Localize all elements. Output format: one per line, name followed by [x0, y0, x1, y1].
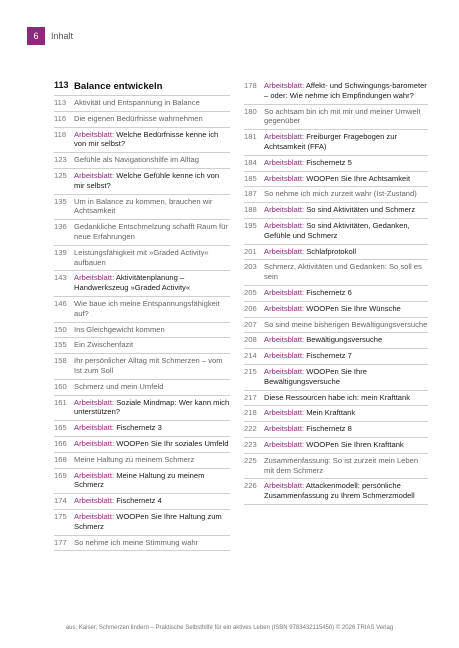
page-number: 6 — [27, 27, 45, 45]
toc-entry-text: So nehme ich mich zurzeit wahr (Ist-Zustand) — [264, 189, 417, 199]
toc-page-number: 136 — [54, 222, 67, 232]
toc-entry-title — [264, 221, 428, 241]
toc-entry[interactable] — [244, 156, 428, 172]
toc-entry-text: Soziale Mindmap: Wer kann mich unterstützen? — [74, 397, 230, 417]
toc-entry[interactable] — [54, 354, 230, 380]
toc-page-number: 175 — [54, 511, 67, 521]
toc-entry[interactable] — [54, 96, 230, 112]
toc-entry-title — [264, 107, 428, 127]
toc-entry[interactable] — [244, 454, 428, 480]
toc-entry-text: Fischernetz 8 — [306, 424, 352, 434]
toc-entry-text: Ins Gleichgewicht kommen — [74, 324, 165, 334]
toc-entry[interactable] — [54, 246, 230, 272]
toc-entry-title — [74, 398, 230, 418]
toc-page-number: 146 — [54, 298, 67, 308]
toc-entry[interactable] — [244, 479, 428, 505]
toc-entry[interactable] — [54, 323, 230, 339]
toc-entry[interactable] — [54, 153, 230, 169]
toc-entry-title — [264, 262, 428, 282]
toc-entry-text: WOOPen Sie Ihre Wünsche — [306, 303, 401, 313]
toc-page-number: 217 — [244, 392, 257, 402]
worksheet-label: Arbeitsblatt: — [74, 273, 115, 283]
toc-entry-title — [264, 304, 428, 314]
toc-entry-text: Meine Haltung zu meinem Schmerz — [74, 470, 205, 490]
toc-entry[interactable] — [244, 105, 428, 131]
worksheet-label: Arbeitsblatt: — [264, 205, 305, 215]
toc-entry-title — [264, 174, 428, 184]
toc-entry[interactable] — [54, 79, 230, 96]
toc-entry-title — [264, 247, 428, 257]
toc-entry[interactable] — [54, 469, 230, 495]
toc-entry-title — [264, 205, 428, 215]
toc-entry-text: So sind Aktivitäten, Gedanken, Gefühle und Schmerz — [264, 220, 410, 240]
worksheet-label: Arbeitsblatt: — [264, 157, 305, 167]
toc-entry-title — [264, 393, 428, 403]
toc-entry-text: So sind meine bisherigen Bewältigungsversuche — [264, 319, 428, 329]
toc-page-number: 214 — [244, 351, 257, 361]
toc-entry-text: Um in Balance zu kommen, brauchen wir Achtsamkeit — [74, 196, 213, 216]
worksheet-label: Arbeitsblatt: — [74, 511, 115, 521]
toc-entry-text: Aktivität und Entspannung in Balance — [74, 98, 200, 107]
worksheet-label: Arbeitsblatt: — [74, 438, 115, 448]
toc-entry-text: Fischernetz 5 — [306, 157, 352, 167]
worksheet-label: Arbeitsblatt: — [264, 351, 305, 361]
worksheet-label: Arbeitsblatt: — [264, 439, 305, 449]
toc-entry-text: WOOPen Sie Ihre Bewältigungsversuche — [264, 366, 368, 386]
toc-page-number: 187 — [244, 189, 257, 199]
toc-entry-title — [264, 424, 428, 434]
toc-entry-text: So nehme ich meine Stimmung wahr — [74, 537, 199, 547]
toc-page-number: 158 — [54, 356, 67, 366]
toc-entry-text: Schmerz, Aktivitäten und Gedanken: So soll es sein — [264, 262, 422, 282]
toc-entry-title — [264, 335, 428, 345]
toc-entry-title — [264, 288, 428, 298]
toc-page-number: 223 — [244, 439, 257, 449]
toc-entry-title — [74, 512, 230, 532]
toc-entry-title — [74, 222, 230, 242]
toc-entry[interactable] — [54, 510, 230, 536]
toc-page-number: 150 — [54, 324, 67, 334]
toc-page-number: 143 — [54, 273, 67, 283]
toc-entry[interactable] — [54, 421, 230, 437]
worksheet-label: Arbeitsblatt: — [264, 246, 305, 256]
toc-page-number: 215 — [244, 366, 257, 376]
toc-entry[interactable] — [244, 172, 428, 188]
toc-entry-title — [74, 382, 230, 392]
toc-entry-text: Ein Zwischenfazit — [74, 340, 134, 350]
toc-page-number: 155 — [54, 340, 67, 350]
toc-entry[interactable] — [54, 396, 230, 422]
toc-entry-text: WOOPen Sie Ihr soziales Umfeld — [116, 438, 229, 448]
toc-page-number: 123 — [54, 155, 67, 165]
toc-entry-text: Balance entwickeln — [74, 81, 163, 92]
toc-page-number: 113 — [54, 80, 69, 90]
toc-page-number: 222 — [244, 424, 257, 434]
toc-entry[interactable] — [54, 380, 230, 396]
toc-entry-title — [74, 114, 230, 124]
toc-entry[interactable] — [54, 169, 230, 195]
toc-entry[interactable] — [54, 271, 230, 297]
toc-entry-title — [264, 189, 428, 199]
toc-entry-title — [74, 299, 230, 319]
toc-entry-title — [74, 248, 230, 268]
toc-entry[interactable] — [244, 318, 428, 334]
toc-entry[interactable] — [244, 365, 428, 391]
toc-page-number: 218 — [244, 408, 257, 418]
toc-right-column — [244, 79, 428, 505]
toc-entry-text: Ihr persönlicher Alltag mit Schmerzen – vom Ist zum Soll — [74, 356, 223, 375]
toc-entry-title — [264, 81, 428, 101]
toc-entry[interactable] — [54, 453, 230, 469]
worksheet-label: Arbeitsblatt: — [264, 366, 305, 376]
toc-entry-text: Fischernetz 6 — [306, 287, 352, 297]
toc-entry-text: WOOPen Sie Ihren Krafttank — [306, 439, 404, 449]
toc-entry-title — [74, 197, 230, 217]
worksheet-label: Arbeitsblatt: — [264, 303, 305, 313]
toc-entry[interactable] — [54, 494, 230, 510]
toc-entry[interactable] — [244, 422, 428, 438]
worksheet-label: Arbeitsblatt: — [264, 408, 305, 418]
toc-entry-title — [74, 340, 230, 350]
toc-entry[interactable] — [54, 128, 230, 154]
toc-entry-title — [74, 538, 230, 548]
toc-entry-title — [264, 351, 428, 361]
toc-entry-title — [264, 440, 428, 450]
toc-entry-text: Bewältigungsversuche — [306, 335, 383, 345]
toc-page-number: 116 — [54, 113, 67, 123]
toc-page-number: 165 — [54, 423, 67, 433]
worksheet-label: Arbeitsblatt: — [74, 397, 115, 407]
worksheet-label: Arbeitsblatt: — [264, 81, 305, 90]
toc-entry-text: Gedankliche Entschmelzung schafft Raum für neue Erfahrungen — [74, 222, 228, 241]
toc-entry[interactable] — [244, 79, 428, 105]
toc-entry-text: Mein Krafttank — [306, 408, 356, 418]
toc-entry-text: Freiburger Fragebogen zur Achtsamkeit (FFA) — [264, 132, 397, 151]
toc-page-number: 184 — [244, 157, 257, 167]
worksheet-label: Arbeitsblatt: — [264, 287, 305, 297]
toc-page-number: 226 — [244, 481, 257, 491]
worksheet-label: Arbeitsblatt: — [264, 424, 305, 434]
toc-entry-title — [264, 456, 428, 476]
toc-entry-text: WOOPen Sie Ihre Haltung zum Schmerz — [74, 511, 222, 531]
toc-page-number: 113 — [54, 98, 67, 107]
worksheet-label: Arbeitsblatt: — [264, 335, 305, 345]
toc-page-number: 207 — [244, 319, 257, 329]
toc-page-number: 168 — [54, 454, 67, 464]
toc-entry-text: Fischernetz 4 — [116, 496, 162, 506]
toc-entry-text: Gefühle als Navigationshilfe im Alltag — [74, 155, 199, 165]
toc-entry-text: Wie baue ich meine Entspannungsfähigkeit auf? — [74, 298, 220, 318]
toc-entry-text: Schlafprotokoll — [306, 246, 357, 256]
toc-entry[interactable] — [244, 260, 428, 286]
worksheet-label: Arbeitsblatt: — [264, 481, 305, 491]
toc-page-number: 185 — [244, 173, 257, 183]
toc-left-column — [54, 79, 230, 551]
toc-entry-text: Aktivitätenplanung – Handwerkszeug »Graded Activity« — [74, 273, 191, 293]
worksheet-label: Arbeitsblatt: — [74, 470, 115, 480]
toc-page-number: 125 — [54, 170, 67, 180]
toc-page-number: 178 — [244, 81, 257, 90]
toc-page-number: 135 — [54, 196, 67, 206]
worksheet-label: Arbeitsblatt: — [74, 129, 115, 139]
toc-entry-title — [264, 367, 428, 387]
toc-entry-text: Fischernetz 3 — [116, 423, 162, 433]
toc-entry-title — [74, 325, 230, 335]
toc-entry-title — [264, 158, 428, 168]
toc-entry-title — [74, 171, 230, 191]
toc-entry-text: Diese Ressourcen habe ich: mein Krafttank — [264, 392, 411, 402]
toc-page-number: 188 — [244, 205, 257, 215]
toc-entry[interactable] — [54, 437, 230, 453]
worksheet-label: Arbeitsblatt: — [74, 423, 115, 433]
toc-page-number: 206 — [244, 303, 257, 313]
toc-entry[interactable] — [244, 349, 428, 365]
toc-entry[interactable] — [244, 391, 428, 407]
toc-entry-title — [74, 155, 230, 165]
toc-entry[interactable] — [244, 286, 428, 302]
toc-entry-title — [264, 481, 428, 501]
toc-entry-text: Fischernetz 7 — [306, 351, 352, 361]
toc-page-number: 208 — [244, 335, 257, 345]
toc-entry-title — [74, 496, 230, 506]
toc-entry[interactable] — [244, 438, 428, 454]
worksheet-label: Arbeitsblatt: — [264, 173, 305, 183]
toc-entry-title — [74, 98, 230, 108]
toc-entry[interactable] — [244, 245, 428, 261]
toc-page-number: 195 — [244, 220, 257, 230]
section-title: Inhalt — [51, 31, 74, 41]
toc-entry-text: Die eigenen Bedürfnisse wahrnehmen — [74, 113, 203, 123]
toc-entry-title — [74, 471, 230, 491]
toc-page-number: 166 — [54, 438, 67, 448]
toc-entry-text: Attackenmodell: persönliche Zusammenfassung zu Ihrem Schmerzmodell — [264, 481, 415, 501]
toc-page-number: 169 — [54, 470, 67, 480]
toc-entry-title — [264, 132, 428, 152]
worksheet-label: Arbeitsblatt: — [74, 170, 115, 180]
toc-entry-title — [74, 130, 230, 150]
toc-entry[interactable] — [54, 195, 230, 221]
toc-page-number: 139 — [54, 247, 67, 257]
toc-entry[interactable] — [244, 187, 428, 203]
toc-entry-text: WOOPen Sie Ihre Achtsamkeit — [306, 173, 411, 183]
toc-page-number: 225 — [244, 455, 257, 465]
toc-entry-text: So achtsam bin ich mit mir und meiner Umwelt gegenüber — [264, 106, 421, 126]
footer-citation: aus: Kaiser, Schmerzen lindern – Praktische Selbsthilfe für ein aktives Leben (ISBN 9783432115450) © 2026 TRIAS Verlag — [65, 625, 394, 631]
toc-entry-title — [264, 408, 428, 418]
toc-entry-text: Welche Bedürfnisse kenne ich von mir selbst? — [74, 129, 219, 149]
toc-entry[interactable] — [54, 536, 230, 552]
toc-entry-title — [74, 273, 230, 293]
toc-entry-title — [74, 439, 230, 449]
toc-page-number: 118 — [54, 129, 67, 139]
toc-page-number: 180 — [244, 106, 257, 116]
toc-entry[interactable] — [54, 112, 230, 128]
toc-entry-title — [74, 356, 230, 376]
toc-page-number: 181 — [244, 132, 257, 142]
toc-entry[interactable] — [54, 297, 230, 323]
toc-page-number: 177 — [54, 537, 67, 547]
toc-page-number: 201 — [244, 246, 257, 256]
toc-page-number: 160 — [54, 381, 67, 391]
toc-entry[interactable] — [54, 220, 230, 246]
toc-entry[interactable] — [244, 333, 428, 349]
toc-page-number: 203 — [244, 262, 257, 272]
worksheet-label: Arbeitsblatt: — [264, 220, 305, 230]
toc-page-number: 161 — [54, 397, 67, 407]
toc-entry[interactable] — [244, 406, 428, 422]
toc-entry-title — [74, 455, 230, 465]
worksheet-label: Arbeitsblatt: — [74, 496, 115, 506]
toc-entry-text: Affekt- und Schwingungs-barometer – oder: Wie nehme ich Empfindungen wahr? — [264, 81, 427, 100]
toc-entry-text: Schmerz und mein Umfeld — [74, 381, 164, 391]
toc-entry[interactable] — [54, 338, 230, 354]
toc-entry[interactable] — [244, 219, 428, 245]
toc-entry[interactable] — [244, 130, 428, 156]
toc-entry-text: Leistungsfähigkeit mit »Graded Activity« aufbauen — [74, 247, 209, 267]
toc-entry-title — [74, 423, 230, 433]
toc-entry-title — [264, 320, 428, 330]
toc-page-number: 174 — [54, 496, 67, 506]
toc-entry-text: So sind Aktivitäten und Schmerz — [306, 205, 416, 215]
toc-entry[interactable] — [244, 203, 428, 219]
toc-entry[interactable] — [244, 302, 428, 318]
toc-page-number: 205 — [244, 287, 257, 297]
toc-entry-text: Welche Gefühle kenne ich von mir selbst? — [74, 170, 220, 190]
toc-entry-text: Zusammenfassung: So ist zurzeit mein Leben mit dem Schmerz — [264, 455, 419, 475]
worksheet-label: Arbeitsblatt: — [264, 132, 305, 142]
toc-entry-title — [74, 81, 230, 92]
toc-entry-text: Meine Haltung zu meinem Schmerz — [74, 454, 195, 464]
